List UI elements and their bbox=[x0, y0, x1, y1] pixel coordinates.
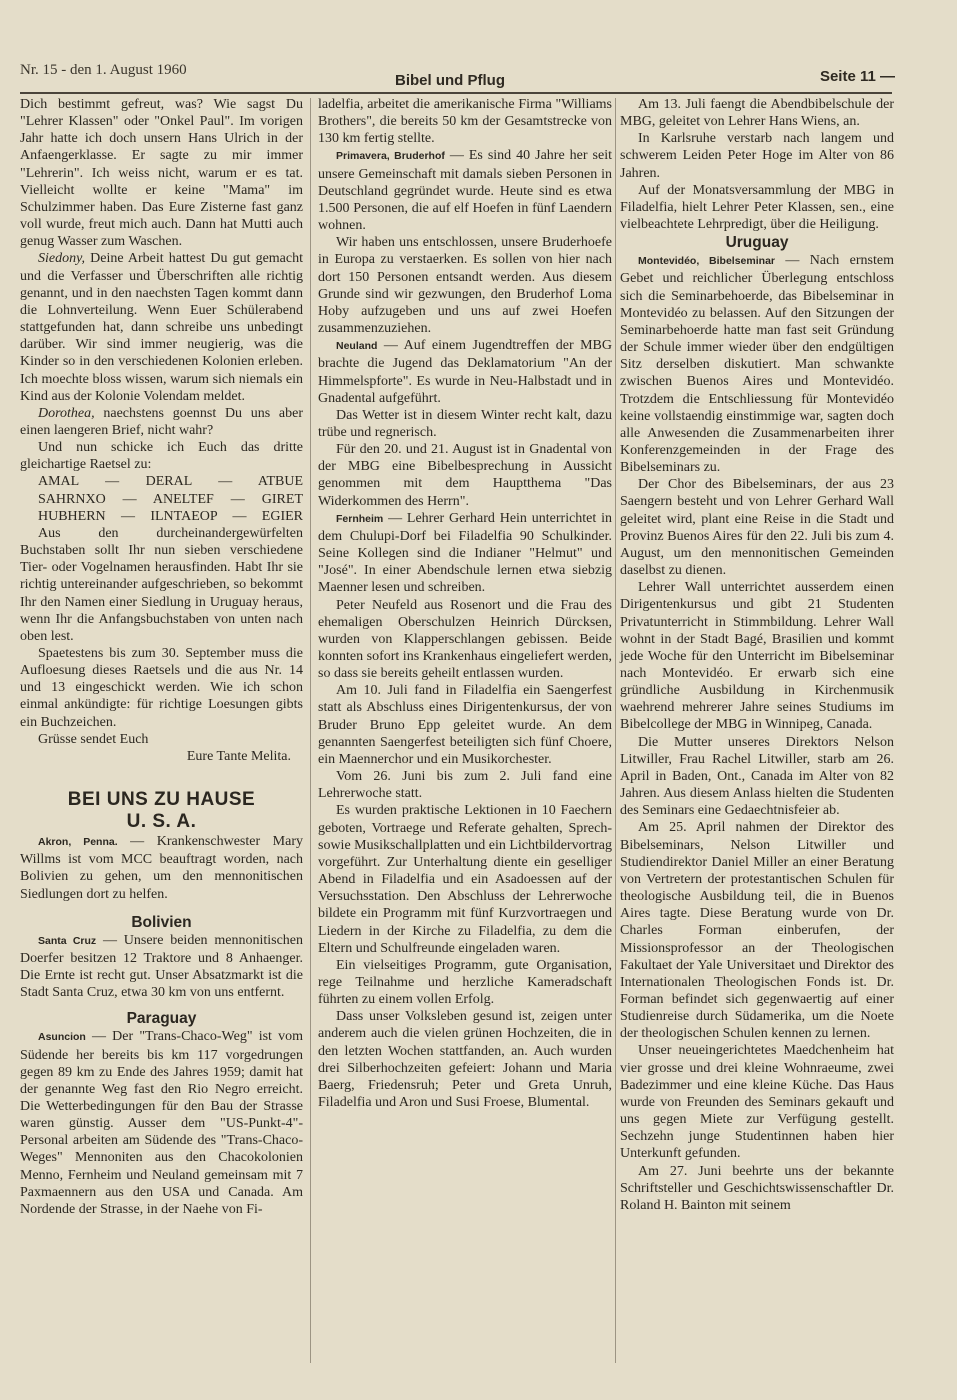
letter-paragraph: Aus den durcheinandergewürfelten Buchstaben sollt Ihr nun sieben verschiedene Tier- oder Vogelnamen herausfinden. Habt Ihr sie richtig untereinander aufgeschrieben, so bekommt Ihr den Namen einer Siedlung in Uruguay heraus, wenn Ihr die Anfangsbuchstaben von unten nach oben lest. bbox=[20, 525, 303, 644]
dateline: Primavera, Bruderhof bbox=[336, 150, 445, 163]
dateline: Asuncion bbox=[38, 1031, 86, 1044]
column-divider-2 bbox=[615, 98, 616, 1363]
news-paragraph: Am 27. Juni beehrte uns der bekannte Schriftsteller und Geschichtswissenschaftler Dr. Roland H. Bainton mit seinem bbox=[620, 1163, 894, 1213]
page-number: Seite 11 — bbox=[819, 68, 895, 85]
country-heading-paraguay: Paraguay bbox=[126, 1010, 197, 1028]
news-item-asuncion: Asuncion — Der "Trans-Chaco-Weg" ist vom Südende her bereits bis km 117 vorgedrungen gegen 89 km zu Ende des Jahres 1959; damit hat der genannte Weg fast den Rio Negro erreicht. Die Wetterbedingungen für den Bau der Strasse waren günstig. Ausser dem "US-Punkt-4"-Personal arbeiten am Südende des "Trans-Chaco-Weges" Mennoniten aus den Chacokolonien Menno, Fernheim und Neuland gemeinsam mit 7 Paxmaennern aus den USA und Canada. Am Nordende der Strasse, in der Naehe von Fi- bbox=[20, 1029, 303, 1217]
news-paragraph: Der Chor des Bibelseminars, der aus 23 Saengern besteht und von Lehrer Gerhard Wall geleitet wird, plant eine Reise in die Stadt und Provinz Buenos Aires für den 22. Juli bis zum 4. August, um den mennonitischen Gemeinden daselbst zu dienen. bbox=[620, 477, 894, 579]
puzzle-line: AMAL — DERAL — ATBUE bbox=[38, 474, 303, 490]
dateline: Santa Cruz bbox=[38, 934, 97, 947]
news-paragraph: Lehrer Wall unterrichtet ausserdem einen Dirigentenkursus und gibt 21 Studenten Privatunterricht in Stimmbildung. Lehrer Wall wohnt in der Stadt Bagé, Brasilien und kommt jede Woche für den Unterricht im Bibelseminar nach Montevidéo. Er erwarb sich eine gründliche Ausbildung in Kirchenmusik waehrend mehrerer Jahre seines Studiums im Bibelcollege der MBG in Winnipeg, Canada. bbox=[620, 580, 894, 733]
news-item-montevideo: Montevidéo, Bibelseminar — Nach ernstem Gebet und reichlicher Überlegung entschloss sich die Seminarbehoerde, das Bibelseminar in Montevidéo zu belassen. Auf den Sitzungen der Seminarbehoerde hatte man fast seit Gründung der Schule immer wieder über den endgültigen Sitz derselben diskutiert. Man schwankte zwischen Buenos Aires und Montevidéo. Trotzdem die Entschliessung für Montevidéo keine vollstaendig einstimmige war, sagten doch alle Anwesenden die Zusammenarbeiten ihrer Konferenzgemeinden in der Frage des Bibelseminars zu. bbox=[620, 253, 894, 476]
page-header bbox=[0, 58, 957, 94]
newspaper-title: Bibel und Pflug bbox=[395, 72, 505, 89]
country-heading-uruguay: Uruguay bbox=[725, 234, 789, 252]
letter-paragraph: Spaetestens bis zum 30. September muss die Aufloesung dieses Raetsels und die aus Nr. 14 und 13 eingeschickt werden. Wie ich schon einmal ankündigte: für richtige Loesungen gibts ein Buchzeichen. bbox=[20, 646, 303, 730]
news-paragraph: Wir haben uns entschlossen, unsere Bruderhoefe in Europa zu verstaerken. Es sollen von hier nach dort 150 Personen entsandt werden. Aus diesem Grunde sind wir gezwungen, den Bruderhof Loma Hoby aufzugeben und uns auf zwei Hoefen zusammenzuziehen. bbox=[318, 235, 612, 337]
news-paragraph: Auf der Monatsversammlung der MBG in Filadelfia, hielt Lehrer Peter Klassen, sen., eine vielbeachtete Lehrpredigt, über die Heiligung. bbox=[620, 182, 894, 233]
letter-paragraph: Dich bestimmt gefreut, was? Wie sagst Du "Lehrer Klassen" oder "Onkel Paul". Im vorigen Jahr hatte ich doch unsern Hans Ulrich in der Anfaengerklasse. Er sagte zu mir immer "Lehrerin". Ich weiss nicht, warum er es tat. Vielleicht wollte er keine "Mama" im Schulzimmer haben. Das Eure Zisterne fast ganz voll wurde, freut mich auch. Dann hat Mutti auch genug Wasser zum Waschen. bbox=[20, 97, 303, 250]
news-paragraph: Das Wetter ist in diesem Winter recht kalt, dazu trübe und regnerisch. bbox=[318, 407, 612, 440]
country-heading-bolivien: Bolivien bbox=[131, 913, 192, 931]
news-paragraph: In Karlsruhe verstarb nach langem und schwerem Leiden Peter Hoge im Alter von 86 Jahren. bbox=[620, 131, 894, 181]
news-paragraph: Am 25. April nahmen der Direktor des Bibelseminars, Nelson Litwiller und Studiendirektor Daniel Miller an einer Beratung von Vertretern der protestantischen Schulen für theologische Ausbildung teil, die in Buenos Aires tagte. Diese Beratung wurde von Dr. Charles Forman einberufen, der Missionsprofessor an der Theologischen Fakultaet der Yale Universitaet und Direktor des Internationalen Theologischen Fonds ist. Dr. Forman befindet sich gegenwaertig auf einer Studienreise durch Südamerika, um die Noete der theologischen Schulen kennen zu lernen. bbox=[620, 820, 894, 1042]
signature: Eure Tante Melita. bbox=[186, 748, 291, 764]
news-paragraph: Ein vielseitiges Programm, gute Organisation, rege Teilnahme und herzliche Kameradschaft führten zu einem vollen Erfolg. bbox=[318, 957, 612, 1008]
news-paragraph: Am 10. Juli fand in Filadelfia ein Saengerfest statt als Abschluss eines Dirigentenkursus, der von Bruder Bruno Epp geleitet wurde. An dem genannten Saengerfest beteiligten sich fünf Choere, ein Maennerchor und ein Musikorchester. bbox=[318, 683, 612, 767]
news-paragraph: Dass unser Volksleben gesund ist, zeigen unter anderem auch die vielen grünen Hochzeiten, die in den letzten Wochen stattfanden, an. Auch wurden drei Silberhochzeiten gefeiert: Johann und Maria Baerg, Friedensruh; Peter und Greta Unruh, Filadelfia und Aron und Susi Froese, Blumental. bbox=[318, 1009, 612, 1111]
column-2 bbox=[318, 96, 612, 1111]
news-paragraph: Vom 26. Juni bis zum 2. Juli fand eine Lehrerwoche statt. bbox=[318, 769, 612, 802]
dateline: Fernheim bbox=[336, 512, 384, 525]
country-heading-usa: U. S. A. bbox=[126, 811, 197, 833]
news-item-fernheim: Fernheim — Lehrer Gerhard Hein unterrichtet in dem Chulupi-Dorf bei Filadelfia 90 Schulkinder. Seine Kollegen sind die Indianer "Helmut" und "José". In einer Abendschule lernen etwa siebzig Maenner lesen und schreiben. bbox=[318, 510, 612, 596]
news-paragraph: Für den 20. und 21. August ist in Gnadental von der MBG eine Bibelbesprechung in Aussicht genommen mit dem Hauptthema "Das Widerkommen des Herrn". bbox=[318, 442, 612, 509]
addressee-name: Siedony, bbox=[38, 251, 86, 267]
news-paragraph: Es wurden praktische Lektionen in 10 Faechern geboten, Vortraege und Referate gehalten, Sprech- sowie Musikschallplatten und ein Lichtbildervortrag vorgeführt. Zur Unterhaltung diente ein geselliger Abend in Filadelfia und ein Asadoessen auf der Versuchsstation. Den Abschluss der Lehrerwoche bildete ein Programm mit fünf Kurzvortraegen und Liedern in der Kirche zu Filadelfia, zu dem die Eltern und Schulfreunde eingeladen waren. bbox=[318, 803, 612, 956]
column-3 bbox=[620, 96, 894, 1214]
letter-paragraph-dorothea: Dorothea, naechstens goennst Du uns aber einen laengeren Brief, nicht wahr? bbox=[20, 405, 303, 438]
section-heading: BEI UNS ZU HAUSE bbox=[67, 789, 256, 811]
addressee-name: Dorothea, bbox=[38, 405, 95, 421]
letter-paragraph-siedony: Siedony, Deine Arbeit hattest Du gut gemacht und die Verfasser und Überschriften alle richtig genannt, und in den naechsten Tagen kommt dann die Lohnverteilung. Wenn Euer Schülerabend stattgefunden hat, dann schreibe uns unbedingt darüber. Wir sind immer neugierig, was die Kinder so in den verschiedenen Kolonien erleben. Ich moechte bloss wissen, warum sich niemals ein Kind aus der Kolonie Volendam meldet. bbox=[20, 251, 303, 404]
news-item-akron: Akron, Penna. — Krankenschwester Mary Willms ist vom MCC beauftragt worden, nach Bolivien zu gehen, um den mennonitischen Siedlungen dort zu helfen. bbox=[20, 834, 303, 902]
news-paragraph: Peter Neufeld aus Rosenort und die Frau des ehemaligen Oberschulzen Heinrich Dürcksen, wurden von Klapperschlangen gebissen. Beide konnten sofort ins Krankenhaus eingeliefert werden, so dass sie bereits geheilt entlassen wurden. bbox=[318, 597, 612, 682]
news-paragraph: Die Mutter unseres Direktors Nelson Litwiller, Frau Rachel Litwiller, starb am 26. April in Baden, Ont., Canada im Alter von 82 Jahren. Aus diesem Anlass hielten die Studenten des Seminars eine Gedaechtnisfeier ab. bbox=[620, 734, 894, 819]
dateline: Montevidéo, Bibelseminar bbox=[638, 255, 775, 268]
news-paragraph: ladelfia, arbeitet die amerikanische Firma "Williams Brothers", die bereits 50 km der Gesamtstrecke von 130 km fertig stellte. bbox=[318, 97, 612, 147]
column-divider-1 bbox=[310, 98, 311, 1363]
puzzle-line: HUBHERN — ILNTAEOP — EGIER bbox=[38, 508, 303, 524]
column-1 bbox=[20, 96, 303, 1218]
news-item-santa-cruz: Santa Cruz — Unsere beiden mennonitischen Doerfer besitzen 12 Traktore und 8 Anhaenger. Die Ernte ist recht gut. Unser Absatzmarkt ist die Stadt Santa Cruz, etwa 30 km von uns entfernt. bbox=[20, 932, 303, 1001]
greeting: Grüsse sendet Euch bbox=[38, 731, 149, 747]
letter-paragraph: Und nun schicke ich Euch das dritte gleichartige Raetsel zu: bbox=[20, 440, 303, 473]
dateline: Akron, Penna. bbox=[38, 836, 118, 849]
news-item-primavera: Primavera, Bruderhof — Es sind 40 Jahre her seit unsere Gemeinschaft mit damals sieben Personen in Deutschland gegründet wurde. Heute sind es etwa 1.500 Personen, die auf elf Hoefen in fünf Laendern wohnen. bbox=[318, 148, 612, 234]
news-item-neuland: Neuland — Auf einem Jugendtreffen der MBG brachte die Jugend das Deklamatorium "An der Himmelspforte". Es wurde in Neu-Halbstadt und in Gnadental aufgeführt. bbox=[318, 338, 612, 406]
puzzle-line: SAHRNXO — ANELTEF — GIRET bbox=[38, 491, 303, 507]
header-rule bbox=[20, 92, 892, 94]
news-paragraph: Am 13. Juli faengt die Abendbibelschule der MBG, geleitet von Lehrer Hans Wiens, an. bbox=[620, 97, 894, 130]
news-paragraph: Unser neueingerichtetes Maedchenheim hat vier grosse und drei kleine Wohnraeume, zwei Badezimmer und eine kleine Küche. Das Haus wurde von Freunden des Seminars gekauft und uns gegen Miete zur Verfügung gestellt. Sechzehn junge Studentinnen haben hier Unterkunft gefunden. bbox=[620, 1043, 894, 1162]
issue-date: Nr. 15 - den 1. August 1960 bbox=[20, 62, 187, 78]
dateline: Neuland bbox=[336, 340, 378, 353]
